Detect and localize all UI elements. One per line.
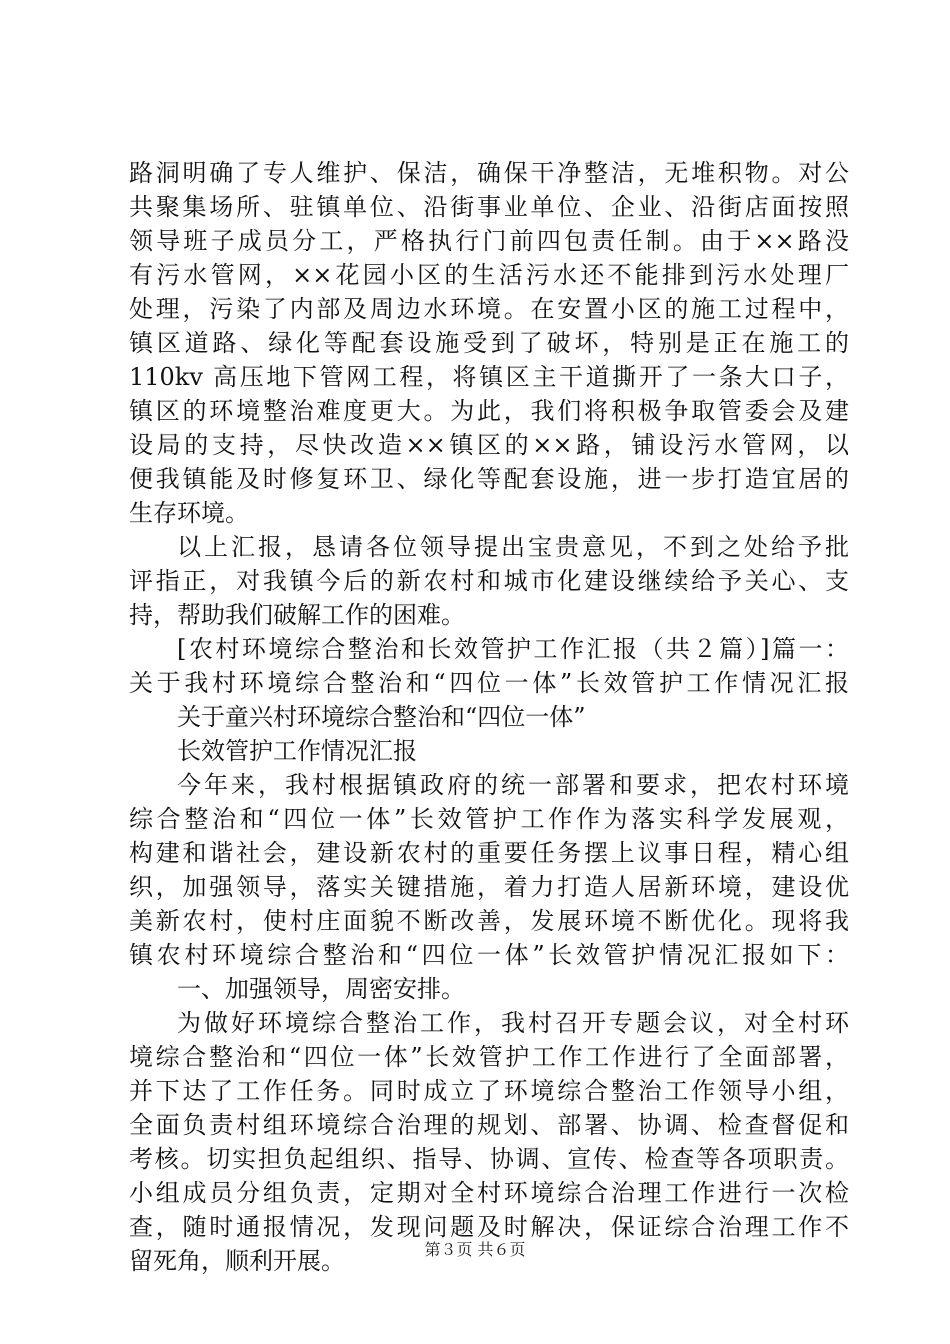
text-line: 织，加强领导，落实关键措施，着力打造人居新环境，建设优 [129, 873, 849, 901]
text-line: 美新农村，使村庄面貌不断改善，发展环境不断优化。现将我 [129, 907, 849, 935]
text-line: 领导班子成员分工，严格执行门前四包责任制。由于××路没 [129, 227, 849, 255]
text-line: 今年来，我村根据镇政府的统一部署和要求，把农村环境 [177, 771, 849, 799]
page-number: 第３页 共６页 [424, 1240, 526, 1259]
text-line: 小组成员分组负责，定期对全村环境综合治理工作进行一次检 [129, 1179, 849, 1207]
text-line: 关于童兴村环境综合整治和“四位一体” [177, 703, 586, 731]
text-line: 考核。切实担负起组织、指导、协调、宣传、检查等各项职责。 [129, 1145, 849, 1173]
text-line: 查，随时通报情况，发现问题及时解决，保证综合治理工作不 [129, 1213, 849, 1241]
text-line: 镇农村环境综合整治和“四位一体”长效管护情况汇报如下： [129, 941, 849, 969]
text-line: 留死角，顺利开展。 [129, 1247, 345, 1275]
text-line: [农村环境综合整治和长效管护工作汇报（共２篇）]篇一： [177, 635, 849, 663]
text-line: 一、加强领导，周密安排。 [177, 975, 465, 1003]
text-line: 境综合整治和“四位一体”长效管护工作工作进行了全面部署， [129, 1043, 849, 1071]
document-body [129, 156, 849, 1278]
text-line: 路洞明确了专人维护、保洁，确保干净整洁，无堆积物。对公 [129, 159, 849, 187]
text-line: 评指正，对我镇今后的新农村和城市化建设继续给予关心、支 [129, 567, 849, 595]
text-line: 为做好环境综合整治工作，我村召开专题会议，对全村环 [177, 1009, 849, 1037]
text-line: 长效管护工作情况汇报 [177, 737, 417, 765]
text-line: 镇区的环境整治难度更大。为此，我们将积极争取管委会及建 [129, 397, 849, 425]
text-line: 并下达了工作任务。同时成立了环境综合整治工作领导小组， [129, 1077, 849, 1105]
text-line: 全面负责村组环境综合治理的规划、部署、协调、检查督促和 [129, 1111, 849, 1139]
text-line: 综合整治和“四位一体”长效管护工作作为落实科学发展观， [129, 805, 849, 833]
text-line: 有污水管网，××花园小区的生活污水还不能排到污水处理厂 [129, 261, 849, 289]
text-line: 构建和谐社会，建设新农村的重要任务摆上议事日程，精心组 [129, 839, 849, 867]
text-line: 处理，污染了内部及周边水环境。在安置小区的施工过程中， [129, 295, 849, 323]
text-line: 便我镇能及时修复环卫、绿化等配套设施，进一步打造宜居的 [129, 465, 849, 493]
text-line: 关于我村环境综合整治和“四位一体”长效管护工作情况汇报 [129, 669, 849, 697]
text-line: 以上汇报，恳请各位领导提出宝贵意见，不到之处给予批 [177, 533, 849, 561]
text-line: 110kv 高压地下管网工程，将镇区主干道撕开了一条大口子， [129, 363, 849, 391]
text-line: 持，帮助我们破解工作的困难。 [129, 601, 465, 629]
page-footer [0, 1240, 950, 1260]
text-line: 共聚集场所、驻镇单位、沿街事业单位、企业、沿街店面按照 [129, 193, 849, 221]
text-line: 设局的支持，尽快改造××镇区的××路，铺设污水管网，以 [129, 431, 849, 459]
text-line: 生存环境。 [129, 499, 249, 527]
text-line: 镇区道路、绿化等配套设施受到了破坏，特别是正在施工的 [129, 329, 849, 357]
